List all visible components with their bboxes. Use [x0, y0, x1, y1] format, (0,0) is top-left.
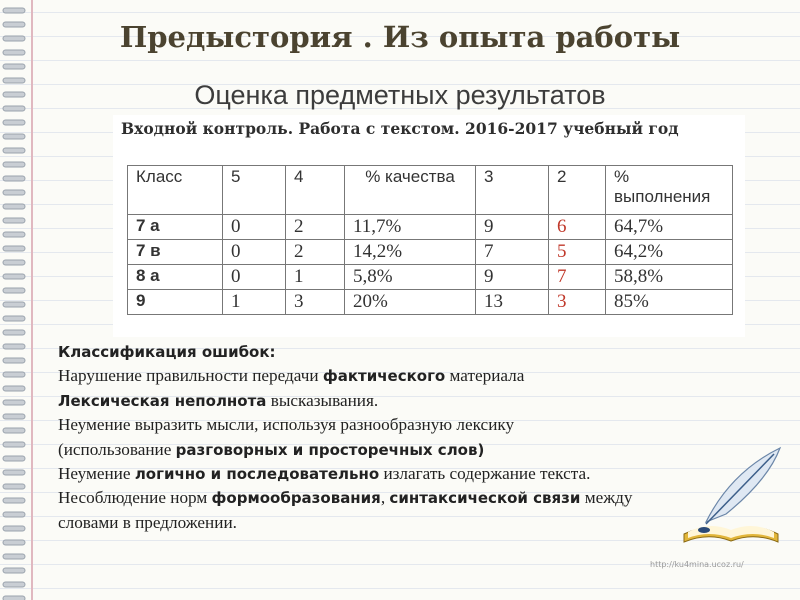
spiral-ring — [3, 456, 25, 461]
error-text: Неумение — [58, 464, 135, 484]
error-text: (использование — [58, 439, 176, 459]
table-header-row — [128, 166, 733, 215]
spiral-ring — [3, 428, 25, 433]
spiral-ring — [3, 568, 25, 573]
spiral-ring — [3, 204, 25, 209]
cell-grade-4: 3 — [286, 290, 345, 315]
cell-grade-3: 9 — [476, 265, 549, 290]
spiral-ring — [3, 316, 25, 321]
cell-class: 7 в — [128, 240, 223, 265]
spiral-ring — [3, 274, 25, 279]
error-emphasis: логично и последовательно — [134, 465, 380, 484]
header-grade-2: 2 — [549, 166, 606, 215]
error-text: Несоблюдение норм — [58, 488, 212, 508]
spiral-ring — [3, 484, 25, 489]
spiral-ring — [3, 148, 25, 153]
error-emphasis: формообразования — [211, 489, 381, 508]
table-row — [128, 215, 733, 240]
spiral-ring — [3, 232, 25, 237]
error-text: , — [380, 488, 390, 508]
spiral-ring — [3, 120, 25, 125]
header-quality: % качества — [345, 166, 476, 215]
page-subtitle: Оценка предметных результатов — [194, 80, 606, 110]
results-table — [127, 165, 733, 315]
error-item: Неумение выразить мысли, используя разнообразную лексику — [58, 415, 515, 435]
header-grade-5: 5 — [223, 166, 286, 215]
error-item — [58, 389, 758, 413]
cell-class: 9 — [128, 290, 223, 315]
spiral-ring — [3, 582, 25, 587]
spiral-ring — [3, 540, 25, 545]
spiral-ring — [3, 470, 25, 475]
cell-grade-3: 9 — [476, 215, 549, 240]
spiral-ring — [3, 372, 25, 377]
cell-grade-3: 13 — [476, 290, 549, 315]
cell-grade-2: 3 — [549, 290, 606, 315]
header-grade-3: 3 — [476, 166, 549, 215]
spiral-ring — [3, 162, 25, 167]
table-row — [128, 265, 733, 290]
cell-grade-2: 5 — [549, 240, 606, 265]
cell-completion: 58,8% — [606, 265, 733, 290]
spiral-ring — [3, 330, 25, 335]
header-class: Класс — [128, 166, 223, 215]
source-url: http://ku4mina.ucoz.ru/ — [650, 560, 744, 569]
error-emphasis: Лексическая неполнота — [58, 391, 267, 410]
error-item: словами в предложении. — [58, 512, 237, 532]
spiral-ring — [3, 414, 25, 419]
spiral-ring — [3, 512, 25, 517]
book-quill-icon — [676, 442, 786, 552]
errors-heading: Классификация ошибок: — [58, 343, 276, 361]
error-item — [58, 438, 758, 462]
table-row — [128, 240, 733, 265]
header-completion: % выполнения — [606, 166, 733, 215]
error-text: между — [580, 488, 633, 508]
spiral-ring — [3, 526, 25, 531]
spiral-ring — [3, 64, 25, 69]
table-caption: Входной контроль. Работа с текстом. 2016-2017 учебный год — [121, 119, 679, 138]
cell-quality: 14,2% — [345, 240, 476, 265]
spiral-ring — [3, 246, 25, 251]
cell-grade-5: 0 — [223, 215, 286, 240]
cell-grade-2: 7 — [549, 265, 606, 290]
cell-class: 8 а — [128, 265, 223, 290]
cell-completion: 85% — [606, 290, 733, 315]
cell-grade-5: 1 — [223, 290, 286, 315]
error-item — [58, 364, 758, 388]
table-row — [128, 290, 733, 315]
error-text: излагать содержание текста. — [379, 464, 591, 484]
spiral-ring — [3, 596, 25, 600]
cell-grade-4: 1 — [286, 265, 345, 290]
spiral-ring — [3, 386, 25, 391]
spiral-ring — [3, 400, 25, 405]
cell-grade-3: 7 — [476, 240, 549, 265]
spiral-ring — [3, 8, 25, 13]
spiral-ring — [3, 498, 25, 503]
spiral-ring — [3, 288, 25, 293]
error-text: высказывания. — [266, 390, 379, 410]
cell-quality: 5,8% — [345, 265, 476, 290]
cell-grade-5: 0 — [223, 240, 286, 265]
spiral-ring — [3, 260, 25, 265]
spiral-ring — [3, 134, 25, 139]
spiral-ring — [3, 442, 25, 447]
error-emphasis: разговорных и просторечных слов) — [175, 440, 485, 459]
error-emphasis: фактического — [322, 367, 446, 386]
cell-completion: 64,2% — [606, 240, 733, 265]
spiral-ring — [3, 176, 25, 181]
error-classification — [58, 340, 758, 535]
error-item — [58, 462, 758, 486]
results-table-panel — [113, 115, 745, 337]
cell-class: 7 а — [128, 215, 223, 240]
error-emphasis: синтаксической связи — [389, 489, 581, 508]
page-title: Предыстория . Из опыта работы — [119, 20, 681, 54]
error-item — [58, 486, 758, 510]
cell-completion: 64,7% — [606, 215, 733, 240]
spiral-ring — [3, 358, 25, 363]
error-text: материала — [445, 366, 525, 386]
cell-grade-2: 6 — [549, 215, 606, 240]
spiral-ring — [3, 554, 25, 559]
spiral-ring — [3, 218, 25, 223]
spiral-ring — [3, 302, 25, 307]
error-text: Нарушение правильности передачи — [58, 366, 323, 386]
header-grade-4: 4 — [286, 166, 345, 215]
cell-grade-4: 2 — [286, 215, 345, 240]
cell-grade-5: 0 — [223, 265, 286, 290]
spiral-ring — [3, 190, 25, 195]
cell-quality: 20% — [345, 290, 476, 315]
cell-grade-4: 2 — [286, 240, 345, 265]
cell-quality: 11,7% — [345, 215, 476, 240]
spiral-ring — [3, 344, 25, 349]
